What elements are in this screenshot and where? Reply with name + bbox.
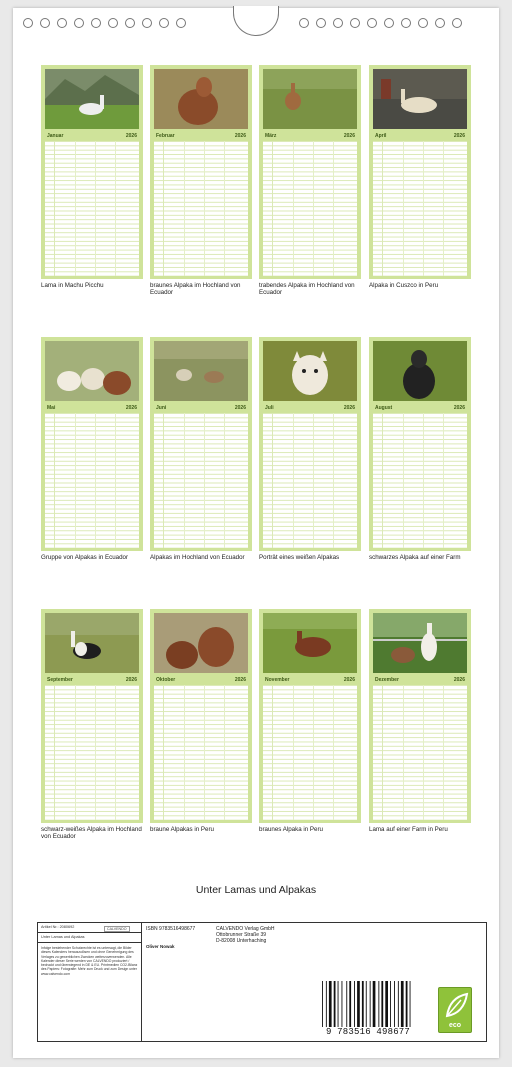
grid-column-line <box>313 685 314 820</box>
binding-hole <box>57 18 67 28</box>
month-header <box>263 131 357 140</box>
barcode-bar <box>385 981 388 1027</box>
grid-column-line <box>293 685 294 820</box>
barcode-bar <box>381 981 383 1027</box>
month-9 <box>41 609 143 823</box>
month-photo <box>373 613 467 673</box>
barcode-bar <box>401 981 404 1027</box>
grid-column-line <box>95 685 96 820</box>
isbn: ISBN 9783516498677 <box>146 926 196 932</box>
barcode-number: 9 783516 498677 <box>325 1027 410 1037</box>
barcode <box>320 981 416 1027</box>
month-header <box>45 403 139 412</box>
grid-column-line <box>115 141 116 276</box>
day-grid <box>45 141 139 276</box>
barcode-bar <box>326 981 327 1027</box>
grid-column-line <box>313 413 314 548</box>
month-photo <box>263 69 357 129</box>
day-grid <box>154 141 248 276</box>
month-year: 2026 <box>234 404 246 411</box>
imprint-isbn-block <box>146 926 195 950</box>
barcode-bar <box>398 981 399 1027</box>
month-caption: Lama in Machu Picchu <box>41 282 104 289</box>
day-grid <box>373 685 467 820</box>
month-year: 2026 <box>343 404 355 411</box>
month-photo <box>45 341 139 401</box>
grid-column-line <box>204 413 205 548</box>
barcode-bar <box>346 981 347 1027</box>
publisher-city: D-82008 Unterhaching <box>216 938 267 944</box>
barcode-bar <box>354 981 355 1027</box>
month-12 <box>369 609 471 823</box>
publisher-name: CALVENDO Verlag GmbH <box>216 926 275 932</box>
binding-hole <box>350 18 360 28</box>
month-photo <box>154 69 248 129</box>
month-name: April <box>375 132 387 139</box>
binding-hole <box>316 18 326 28</box>
grid-column-line <box>95 413 96 548</box>
month-caption: schwarzes Alpaka auf einer Farm <box>369 554 461 561</box>
grid-column-line <box>423 413 424 548</box>
month-photo <box>263 613 357 673</box>
eco-label: eco <box>448 1022 462 1029</box>
month-header <box>373 403 467 412</box>
grid-column-line <box>224 685 225 820</box>
grid-column-line <box>403 413 404 548</box>
day-grid <box>263 685 357 820</box>
barcode-bar <box>329 981 332 1027</box>
barcode-bar <box>394 981 395 1027</box>
month-5 <box>41 337 143 551</box>
barcode-bar <box>342 981 343 1027</box>
binding-hole <box>299 18 309 28</box>
calendar-sheet <box>13 8 499 1058</box>
grid-column-line <box>443 685 444 820</box>
month-4 <box>369 65 471 279</box>
month-10 <box>150 609 252 823</box>
barcode-bar <box>334 981 336 1027</box>
grid-column-line <box>313 141 314 276</box>
grid-column-line <box>75 685 76 820</box>
month-caption: schwarz-weißes Alpaka im Hochland von Ecuador <box>41 826 142 841</box>
month-photo <box>263 341 357 401</box>
barcode-bar <box>406 981 408 1027</box>
month-caption: Alpakas im Hochland von Ecuador <box>150 554 245 561</box>
month-year: 2026 <box>343 132 355 139</box>
grid-column-line <box>115 685 116 820</box>
imprint-box <box>37 922 487 1042</box>
article-number: Artikel Nr.: 2080692 <box>38 923 141 933</box>
day-grid <box>154 685 248 820</box>
month-photo <box>373 69 467 129</box>
leaf-icon <box>439 988 473 1022</box>
month-1 <box>41 65 143 279</box>
month-year: 2026 <box>125 676 137 683</box>
month-caption: Alpaka in Cuszco in Peru <box>369 282 439 289</box>
imprint-left <box>38 923 142 1041</box>
month-caption: Gruppe von Alpakas in Ecuador <box>41 554 129 561</box>
binding-hole <box>176 18 186 28</box>
grid-column-line <box>423 685 424 820</box>
month-header <box>45 675 139 684</box>
calendar-title: Unter Lamas und Alpakas <box>195 884 317 896</box>
month-name: Oktober <box>156 676 176 683</box>
month-photo <box>154 341 248 401</box>
month-year: 2026 <box>125 132 137 139</box>
month-name: Mai <box>47 404 56 411</box>
grid-column-line <box>95 141 96 276</box>
month-6 <box>150 337 252 551</box>
binding-hole <box>40 18 50 28</box>
grid-column-line <box>184 685 185 820</box>
calvendo-logo: CALVENDO <box>104 926 130 932</box>
month-3 <box>259 65 361 279</box>
month-name: Juli <box>265 404 274 411</box>
binding-hole <box>401 18 411 28</box>
day-grid <box>45 413 139 548</box>
day-grid <box>263 413 357 548</box>
grid-column-line <box>75 141 76 276</box>
binding-hole <box>367 18 377 28</box>
month-year: 2026 <box>453 132 465 139</box>
barcode-bar <box>378 981 379 1027</box>
grid-column-line <box>75 413 76 548</box>
imprint-calendar-title: Unter Lamas und Alpakas <box>38 933 141 943</box>
grid-column-line <box>204 685 205 820</box>
day-grid <box>154 413 248 548</box>
month-11 <box>259 609 361 823</box>
grid-column-line <box>423 141 424 276</box>
month-photo <box>45 613 139 673</box>
month-header <box>154 403 248 412</box>
month-header <box>373 675 467 684</box>
barcode-bar <box>362 981 364 1027</box>
month-year: 2026 <box>453 404 465 411</box>
binding-hole <box>333 18 343 28</box>
binding-hole <box>435 18 445 28</box>
month-header <box>263 403 357 412</box>
month-year: 2026 <box>234 676 246 683</box>
binding-hole <box>23 18 33 28</box>
binding-hole <box>159 18 169 28</box>
binding-hole <box>91 18 101 28</box>
binding-hole <box>384 18 394 28</box>
month-name: Februar <box>156 132 175 139</box>
author: Oliver Nowak <box>146 944 175 949</box>
month-name: November <box>265 676 290 683</box>
grid-column-line <box>293 413 294 548</box>
month-header <box>154 675 248 684</box>
day-grid <box>373 141 467 276</box>
month-name: Januar <box>47 132 64 139</box>
grid-column-line <box>204 141 205 276</box>
binding-hole <box>125 18 135 28</box>
barcode-bar <box>410 981 411 1027</box>
month-name: Juni <box>156 404 167 411</box>
month-name: März <box>265 132 277 139</box>
month-caption: braunes Alpaka in Peru <box>259 826 323 833</box>
grid-column-line <box>443 141 444 276</box>
month-photo <box>154 613 248 673</box>
barcode-bar <box>322 981 323 1027</box>
grid-column-line <box>443 413 444 548</box>
month-header <box>263 675 357 684</box>
barcode-bar <box>373 981 376 1027</box>
month-name: Dezember <box>375 676 399 683</box>
binding-hole <box>452 18 462 28</box>
month-year: 2026 <box>453 676 465 683</box>
month-photo <box>373 341 467 401</box>
grid-column-line <box>333 685 334 820</box>
binding-hole <box>74 18 84 28</box>
grid-column-line <box>293 141 294 276</box>
month-caption: braune Alpakas in Peru <box>150 826 214 833</box>
barcode-bar <box>338 981 339 1027</box>
barcode-bar <box>370 981 371 1027</box>
eco-badge <box>438 987 472 1033</box>
month-year: 2026 <box>125 404 137 411</box>
grid-column-line <box>115 413 116 548</box>
barcode-bar <box>357 981 360 1027</box>
month-caption: braunes Alpaka im Hochland von Ecuador <box>150 282 241 297</box>
month-photo <box>45 69 139 129</box>
month-caption: Porträt eines weißen Alpakas <box>259 554 340 561</box>
barcode-bar <box>366 981 367 1027</box>
grid-column-line <box>224 413 225 548</box>
month-year: 2026 <box>343 676 355 683</box>
binding-hole <box>108 18 118 28</box>
day-grid <box>373 413 467 548</box>
barcode-bar <box>390 981 391 1027</box>
legal-text: Infolge bestehender Schutzrechte ist es untersagt, die Bilder dieses Kalenders herauszulösen und ohne Genehmigung des Verlages zu gewerblichen Zwecken weiterzuverwenden. Alle Kalender dieser Serie werden von CALVENDO produziert / bedruckt und überwiegend in DE & EU. Printmedien CO2-Bilanz des Papiers: Fotografie: Mehr zum Druck und zum Design unter www.calvendo.com <box>41 946 138 976</box>
month-header <box>373 131 467 140</box>
grid-column-line <box>333 413 334 548</box>
grid-column-line <box>333 141 334 276</box>
grid-column-line <box>184 413 185 548</box>
publisher-address <box>216 926 275 944</box>
month-name: September <box>47 676 73 683</box>
barcode-bar <box>349 981 351 1027</box>
month-year: 2026 <box>234 132 246 139</box>
month-caption: trabendes Alpaka im Hochland von Ecuador <box>259 282 355 297</box>
binding-hole <box>418 18 428 28</box>
grid-column-line <box>224 141 225 276</box>
grid-column-line <box>184 141 185 276</box>
month-name: August <box>375 404 393 411</box>
publisher-street: Ottobrunner Straße 39 <box>216 932 267 938</box>
grid-column-line <box>403 141 404 276</box>
grid-column-line <box>403 685 404 820</box>
day-grid <box>263 141 357 276</box>
month-header <box>154 131 248 140</box>
binding-hole <box>142 18 152 28</box>
month-8 <box>369 337 471 551</box>
month-header <box>45 131 139 140</box>
month-caption: Lama auf einer Farm in Peru <box>369 826 448 833</box>
day-grid <box>45 685 139 820</box>
month-2 <box>150 65 252 279</box>
month-7 <box>259 337 361 551</box>
